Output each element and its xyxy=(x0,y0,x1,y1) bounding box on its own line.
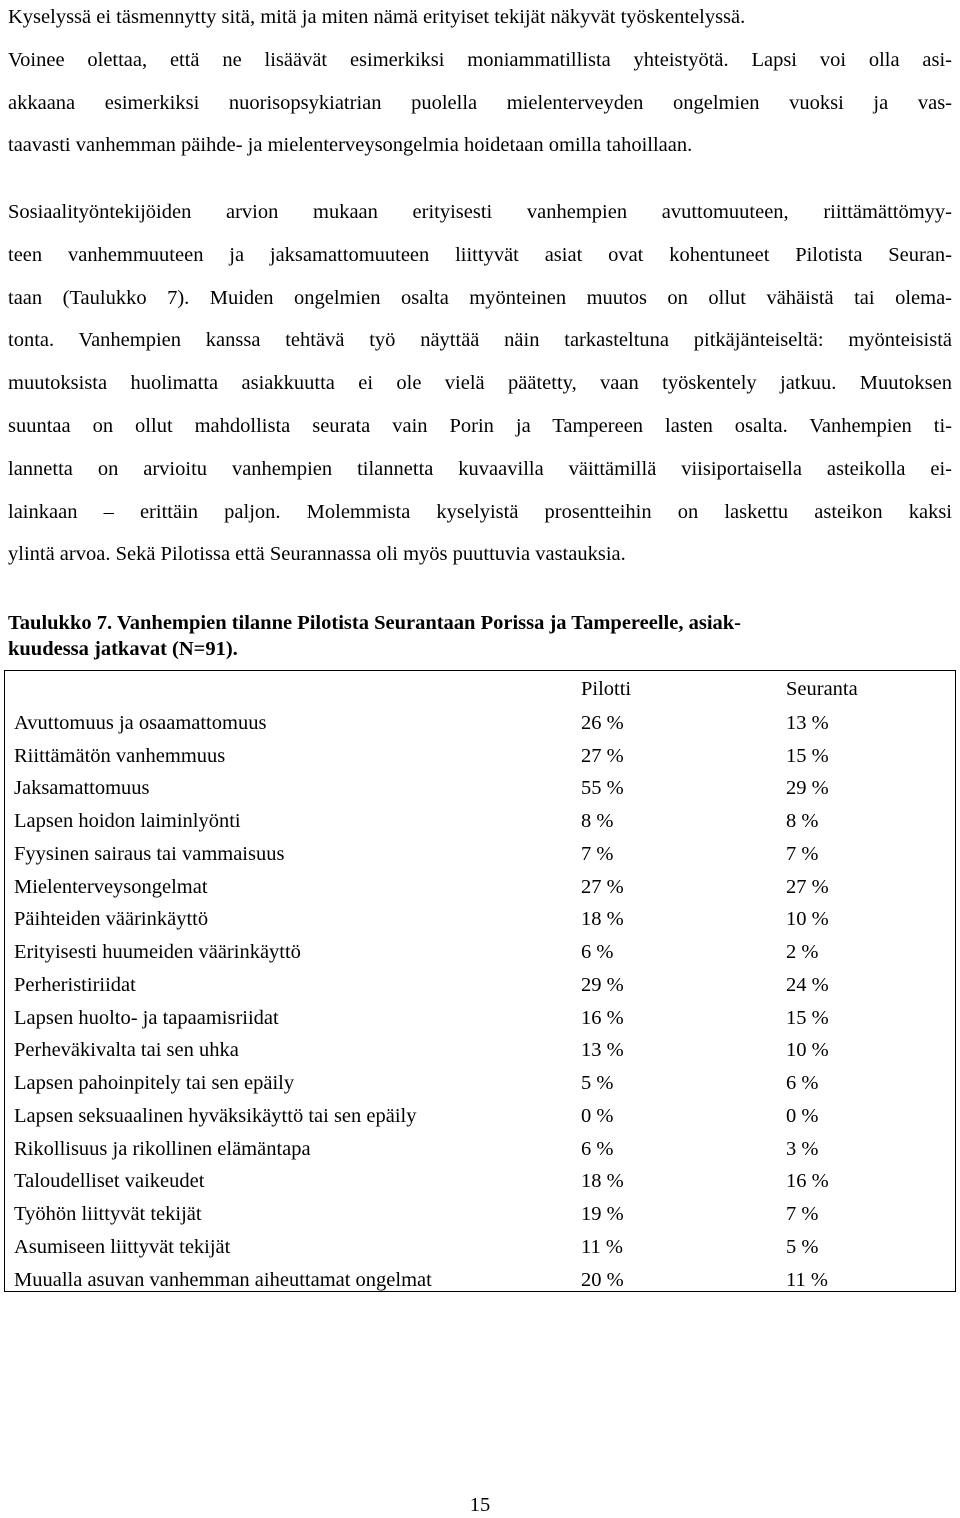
paragraph-line: teen vanhemmuuteen ja jaksamattomuuteen liittyvät asiat ovat kohentuneet Pilotista Seuran- xyxy=(8,243,952,266)
pilotti-value-cell: 19 % xyxy=(581,1203,624,1226)
data-table-frame xyxy=(4,670,956,1292)
table-row xyxy=(14,707,946,740)
table-header-row xyxy=(14,671,946,707)
table-row xyxy=(14,838,946,871)
table-caption xyxy=(8,610,952,662)
table-row xyxy=(14,904,946,937)
table-row xyxy=(14,1231,946,1264)
seuranta-value-cell: 24 % xyxy=(786,973,829,996)
pilotti-value-cell: 6 % xyxy=(581,941,614,964)
row-label-cell: Lapsen pahoinpitely tai sen epäily xyxy=(14,1072,295,1095)
row-label-cell: Lapsen seksuaalinen hyväksikäyttö tai sen epäily xyxy=(14,1104,417,1127)
seuranta-value-cell: 10 % xyxy=(786,1039,829,1062)
row-label-cell: Fyysinen sairaus tai vammaisuus xyxy=(14,842,285,865)
pilotti-value-cell: 11 % xyxy=(581,1235,623,1258)
row-label-cell: Perheväkivalta tai sen uhka xyxy=(14,1039,239,1062)
table-row xyxy=(14,1166,946,1199)
pilotti-value-cell: 27 % xyxy=(581,744,624,767)
pilotti-value-cell: 16 % xyxy=(581,1006,624,1029)
paragraph-2 xyxy=(8,191,952,576)
row-label-cell: Lapsen huolto- ja tapaamisriidat xyxy=(14,1006,279,1029)
table-body xyxy=(14,707,946,1297)
paragraph-line: suuntaa on ollut mahdollista seurata vain Porin ja Tampereen lasten osalta. Vanhempien ti- xyxy=(8,414,952,437)
paragraph-line: Sosiaalityöntekijöiden arvion mukaan erityisesti vanhempien avuttomuuteen, riittämättömyy- xyxy=(8,201,952,223)
paragraph-line: muutoksista huolimatta asiakkuutta ei ole vielä päätetty, vaan työskentely jatkuu. Muutoksen xyxy=(8,372,952,395)
paragraph-line: taan (Taulukko 7). Muiden ongelmien osalta myönteinen muutos on ollut vähäistä tai olema- xyxy=(8,286,952,309)
table-row xyxy=(14,969,946,1002)
seuranta-value-cell: 11 % xyxy=(786,1268,828,1291)
table-row xyxy=(14,1133,946,1166)
pilotti-value-cell: 7 % xyxy=(581,842,614,865)
paragraph-line: lannetta on arvioitu vanhempien tilannetta kuvaavilla väittämillä viisiportaisella asteikolla ei- xyxy=(8,457,952,480)
seuranta-value-cell: 16 % xyxy=(786,1170,829,1193)
table-row xyxy=(14,871,946,904)
caption-line: kuudessa jatkavat (N=91). xyxy=(8,638,238,660)
seuranta-value-cell: 10 % xyxy=(786,908,829,931)
table-header-cell xyxy=(14,671,581,707)
row-label-cell: Avuttomuus ja osaamattomuus xyxy=(14,711,267,734)
seuranta-value-cell: 15 % xyxy=(786,744,829,767)
pilotti-value-cell: 18 % xyxy=(581,1170,624,1193)
row-label-cell: Muualla asuvan vanhemman aiheuttamat ongelmat xyxy=(14,1268,432,1291)
table-row xyxy=(14,1198,946,1231)
pilotti-value-cell: 13 % xyxy=(581,1039,624,1062)
table-row xyxy=(14,936,946,969)
table-header-cell: Seuranta xyxy=(786,677,858,700)
pilotti-value-cell: 5 % xyxy=(581,1072,614,1095)
pilotti-value-cell: 18 % xyxy=(581,908,624,931)
seuranta-value-cell: 2 % xyxy=(786,941,819,964)
row-label-cell: Päihteiden väärinkäyttö xyxy=(14,908,209,931)
paragraph-line: akkaana esimerkiksi nuorisopsykiatrian puolella mielenterveyden ongelmien vuoksi ja vas- xyxy=(8,91,952,114)
seuranta-value-cell: 29 % xyxy=(786,777,829,800)
table-row xyxy=(14,1067,946,1100)
pilotti-value-cell: 20 % xyxy=(581,1268,624,1291)
pilotti-value-cell: 29 % xyxy=(581,973,624,996)
row-label-cell: Lapsen hoidon laiminlyönti xyxy=(14,810,241,833)
paragraph-line: tonta. Vanhempien kanssa tehtävä työ näyttää näin tarkasteltuna pitkäjänteiseltä: myönteisistä xyxy=(8,329,952,352)
paragraph-line: Kyselyssä ei täsmennytty sitä, mitä ja miten nämä erityiset tekijät näkyvät työskentelyssä. xyxy=(8,6,746,28)
pilotti-value-cell: 8 % xyxy=(581,810,614,833)
paragraph-1 xyxy=(8,0,952,167)
pilotti-value-cell: 6 % xyxy=(581,1137,614,1160)
row-label-cell: Jaksamattomuus xyxy=(14,777,150,800)
row-label-cell: Taloudelliset vaikeudet xyxy=(14,1170,205,1193)
row-label-cell: Riittämätön vanhemmuus xyxy=(14,744,226,767)
seuranta-value-cell: 6 % xyxy=(786,1072,819,1095)
table-row xyxy=(14,805,946,838)
table-row xyxy=(14,1100,946,1133)
paragraph-line: Voinee olettaa, että ne lisäävät esimerkiksi moniammatillista yhteistyötä. Lapsi voi olla asi- xyxy=(8,48,952,71)
row-label-cell: Työhön liittyvät tekijät xyxy=(14,1203,202,1226)
seuranta-value-cell: 3 % xyxy=(786,1137,819,1160)
table-row xyxy=(14,1264,946,1297)
paragraph-line: ylintä arvoa. Sekä Pilotissa että Seurannassa oli myös puuttuvia vastauksia. xyxy=(8,543,626,566)
seuranta-value-cell: 7 % xyxy=(786,1203,819,1226)
paragraph-line: taavasti vanhemman päihde- ja mielenterveysongelmia hoidetaan omilla tahoillaan. xyxy=(8,134,693,157)
data-table xyxy=(14,671,946,1297)
row-label-cell: Mielenterveysongelmat xyxy=(14,875,208,898)
table-row xyxy=(14,1002,946,1035)
caption-line: Taulukko 7. Vanhempien tilanne Pilotista Seurantaan Porissa ja Tampereelle, asiak- xyxy=(8,612,741,634)
paragraph-line: lainkaan – erittäin paljon. Molemmista kyselyistä prosentteihin on laskettu asteikon kaksi xyxy=(8,500,952,523)
seuranta-value-cell: 13 % xyxy=(786,711,829,734)
seuranta-value-cell: 5 % xyxy=(786,1235,819,1258)
pilotti-value-cell: 26 % xyxy=(581,711,624,734)
table-row xyxy=(14,740,946,773)
row-label-cell: Asumiseen liittyvät tekijät xyxy=(14,1235,231,1258)
table-row xyxy=(14,1035,946,1068)
seuranta-value-cell: 15 % xyxy=(786,1006,829,1029)
seuranta-value-cell: 8 % xyxy=(786,810,819,833)
pilotti-value-cell: 27 % xyxy=(581,875,624,898)
page-number: 15 xyxy=(469,1494,491,1516)
pilotti-value-cell: 55 % xyxy=(581,777,624,800)
row-label-cell: Perheristiriidat xyxy=(14,973,136,996)
seuranta-value-cell: 0 % xyxy=(786,1104,819,1127)
table-header-cell: Pilotti xyxy=(581,677,632,700)
table-row xyxy=(14,773,946,806)
row-label-cell: Erityisesti huumeiden väärinkäyttö xyxy=(14,941,301,964)
seuranta-value-cell: 7 % xyxy=(786,842,819,865)
row-label-cell: Rikollisuus ja rikollinen elämäntapa xyxy=(14,1137,311,1160)
seuranta-value-cell: 27 % xyxy=(786,875,829,898)
pilotti-value-cell: 0 % xyxy=(581,1104,614,1127)
